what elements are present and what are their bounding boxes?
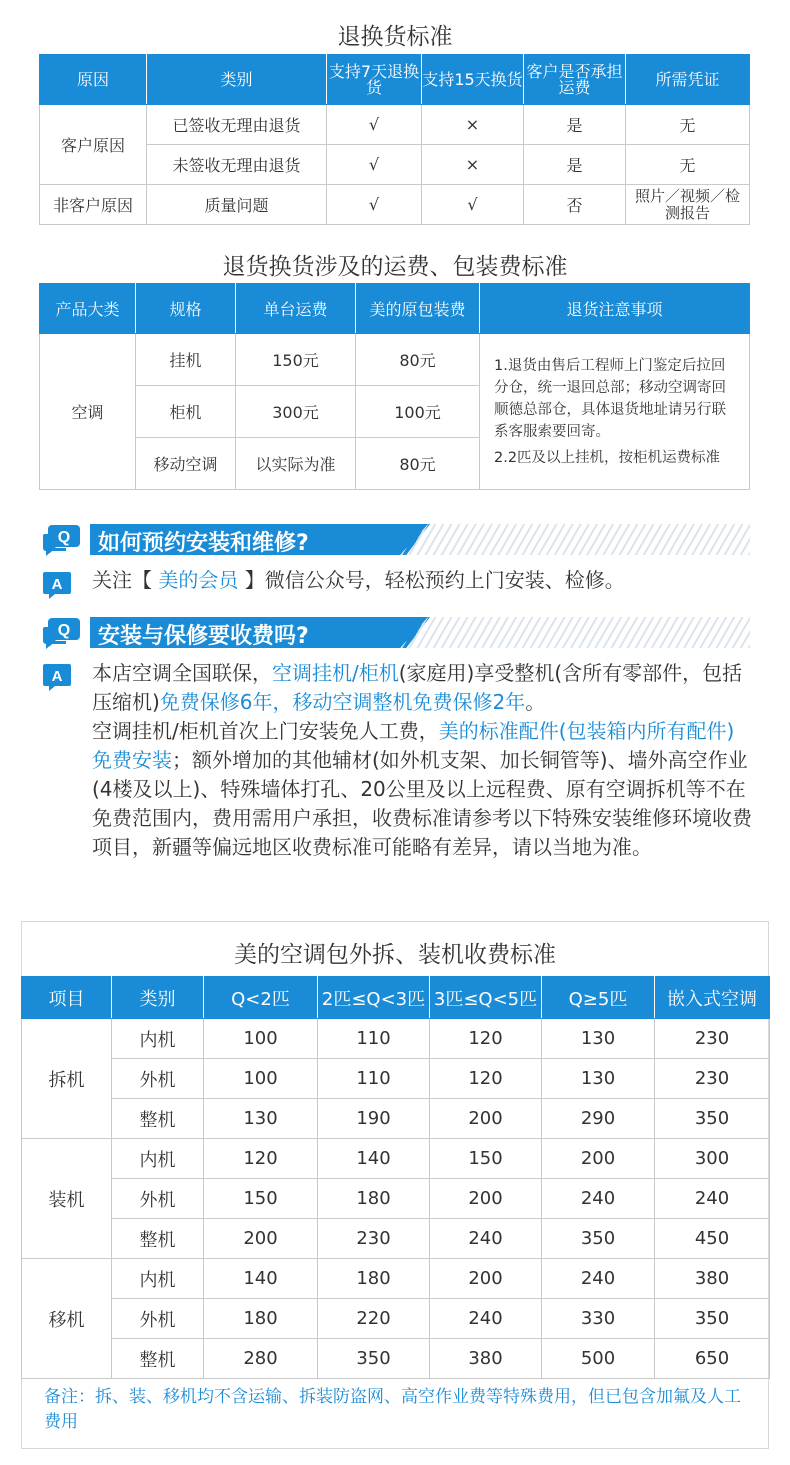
header-cell: 3匹≤Q<5匹 xyxy=(430,977,542,1019)
answer-text: 空调挂机/柜机首次上门安装免人工费， xyxy=(92,719,439,743)
table-row xyxy=(22,1019,770,1059)
freight-cell: 150元 xyxy=(236,334,356,386)
fee-cell: 350 xyxy=(655,1299,770,1339)
table-header xyxy=(40,55,750,105)
header-cell: 原因 xyxy=(40,55,147,105)
header-cell: 2匹≤Q<3匹 xyxy=(318,977,430,1019)
install-fees-remark: 备注：拆、装、移机均不含运输、拆装防盗网、高空作业费等特殊费用，但已包含加氟及人工费用 xyxy=(44,1387,741,1432)
package-cell: 80元 xyxy=(356,438,480,490)
table-row xyxy=(22,1099,770,1139)
return-standard-table xyxy=(39,54,750,225)
fee-cell: 650 xyxy=(655,1339,770,1379)
fee-cell: 150 xyxy=(204,1179,318,1219)
spec-cell: 柜机 xyxy=(136,386,236,438)
header-cell: 项目 xyxy=(22,977,112,1019)
cell: 照片／视频／检测报告 xyxy=(626,185,750,225)
table-row xyxy=(40,185,750,225)
table-row xyxy=(22,1059,770,1099)
cell: √ xyxy=(327,105,422,145)
fee-cell: 180 xyxy=(318,1179,430,1219)
cell: 无 xyxy=(626,105,750,145)
cell: × xyxy=(422,145,524,185)
faq-question-bar xyxy=(40,615,750,649)
type-cell: 整机 xyxy=(112,1219,204,1259)
table-row xyxy=(22,1339,770,1379)
cell: 是 xyxy=(524,145,626,185)
fee-cell: 230 xyxy=(318,1219,430,1259)
svg-text:A: A xyxy=(51,576,63,593)
fee-cell: 220 xyxy=(318,1299,430,1339)
faq-question-text: 安装与保修要收费吗? xyxy=(98,624,309,649)
answer-text: 。 xyxy=(525,690,546,714)
fee-cell: 120 xyxy=(204,1139,318,1179)
category-cell: 空调 xyxy=(40,334,136,490)
header-cell: 美的原包装费 xyxy=(356,284,480,334)
type-cell: 内机 xyxy=(112,1259,204,1299)
question-bubble-icon xyxy=(40,522,80,556)
header-cell: 类别 xyxy=(112,977,204,1019)
item-cell: 装机 xyxy=(22,1139,112,1259)
spec-cell: 移动空调 xyxy=(136,438,236,490)
fee-cell: 240 xyxy=(655,1179,770,1219)
fee-cell: 380 xyxy=(655,1259,770,1299)
table-row xyxy=(22,1299,770,1339)
fee-cell: 200 xyxy=(204,1219,318,1259)
faq-answer-1 xyxy=(92,566,752,595)
reason-cell: 非客户原因 xyxy=(40,185,147,225)
freight-standard-title: 退货换货涉及的运费、包装费标准 xyxy=(222,254,568,280)
answer-text: 】微信公众号，轻松预约上门安装、检修。 xyxy=(238,568,625,592)
header-cell: 支持15天换货 xyxy=(422,55,524,105)
fee-cell: 100 xyxy=(204,1019,318,1059)
fee-cell: 240 xyxy=(542,1259,655,1299)
cell: √ xyxy=(327,145,422,185)
table-row xyxy=(22,1219,770,1259)
faq-answer-2 xyxy=(92,659,752,862)
type-cell: 外机 xyxy=(112,1059,204,1099)
freight-cell: 以实际为准 xyxy=(236,438,356,490)
fee-cell: 200 xyxy=(542,1139,655,1179)
faq-question-bar xyxy=(40,522,750,556)
answer-bubble-icon xyxy=(42,570,72,600)
reason-cell: 客户原因 xyxy=(40,105,147,185)
fee-cell: 230 xyxy=(655,1019,770,1059)
type-cell: 整机 xyxy=(112,1339,204,1379)
header-cell: 类别 xyxy=(147,55,327,105)
note-line: 1.退货由售后工程师上门鉴定后拉回分仓，统一退回总部；移动空调寄回顺德总部仓，具体退货地址请另行联系客服索要回寄。 xyxy=(494,357,726,440)
fee-cell: 140 xyxy=(318,1139,430,1179)
package-cell: 100元 xyxy=(356,386,480,438)
fee-cell: 110 xyxy=(318,1059,430,1099)
category-cell: 已签收无理由退货 xyxy=(147,105,327,145)
table-row xyxy=(40,334,750,386)
table-header xyxy=(40,284,750,334)
freight-cell: 300元 xyxy=(236,386,356,438)
type-cell: 内机 xyxy=(112,1019,204,1059)
svg-text:Q: Q xyxy=(57,529,71,546)
header-cell: Q<2匹 xyxy=(204,977,318,1019)
fee-cell: 450 xyxy=(655,1219,770,1259)
question-bubble-icon xyxy=(40,615,80,649)
cell: 否 xyxy=(524,185,626,225)
type-cell: 外机 xyxy=(112,1299,204,1339)
answer-text: ；额外增加的其他辅材(如外机支架、加长铜管等)、墙外高空作业(4楼及以上)、特殊墙体打孔、20公里及以上远程费、原有空调拆机等不在免费范围内，费用需用户承担，收费标准请参考以下特殊安装维修环境收费项目，新疆等偏远地区收费标准可能略有差异，请以当地为准。 xyxy=(92,748,752,859)
answer-text: (家庭用)享受整机(含所有零部件，包括压缩机) xyxy=(92,661,743,714)
answer-highlight: 空调挂机/柜机 xyxy=(272,661,399,685)
header-cell: 所需凭证 xyxy=(626,55,750,105)
return-notes xyxy=(480,334,750,490)
header-cell: Q≥5匹 xyxy=(542,977,655,1019)
freight-standard-table xyxy=(39,283,750,490)
package-cell: 80元 xyxy=(356,334,480,386)
svg-text:Q: Q xyxy=(57,622,71,639)
fee-cell: 240 xyxy=(542,1179,655,1219)
faq-question-text: 如何预约安装和维修? xyxy=(98,531,309,556)
fee-cell: 280 xyxy=(204,1339,318,1379)
answer-highlight: 美的标准配件(包装箱内所有配件)免费安装 xyxy=(92,719,735,772)
fee-cell: 130 xyxy=(542,1059,655,1099)
fee-cell: 200 xyxy=(430,1259,542,1299)
cell: 无 xyxy=(626,145,750,185)
fee-cell: 180 xyxy=(318,1259,430,1299)
fee-cell: 140 xyxy=(204,1259,318,1299)
fee-cell: 200 xyxy=(430,1099,542,1139)
fee-cell: 110 xyxy=(318,1019,430,1059)
table-row xyxy=(40,145,750,185)
fee-cell: 230 xyxy=(655,1059,770,1099)
spec-cell: 挂机 xyxy=(136,334,236,386)
fee-cell: 100 xyxy=(204,1059,318,1099)
stripe-decoration xyxy=(400,524,750,555)
fee-cell: 120 xyxy=(430,1059,542,1099)
table-header xyxy=(22,977,770,1019)
category-cell: 未签收无理由退货 xyxy=(147,145,327,185)
stripe-decoration xyxy=(400,617,750,648)
install-fees-table xyxy=(21,976,770,1379)
table-row xyxy=(22,1139,770,1179)
type-cell: 外机 xyxy=(112,1179,204,1219)
note-line: 2.2匹及以上挂机，按柜机运费标准 xyxy=(494,449,721,466)
fee-cell: 350 xyxy=(542,1219,655,1259)
header-cell: 规格 xyxy=(136,284,236,334)
header-cell: 嵌入式空调 xyxy=(655,977,770,1019)
type-cell: 内机 xyxy=(112,1139,204,1179)
cell: √ xyxy=(327,185,422,225)
type-cell: 整机 xyxy=(112,1099,204,1139)
item-cell: 拆机 xyxy=(22,1019,112,1139)
table-row xyxy=(22,1179,770,1219)
answer-highlight: 美的会员 xyxy=(158,568,239,592)
fee-cell: 200 xyxy=(430,1179,542,1219)
fee-cell: 350 xyxy=(318,1339,430,1379)
answer-text: 本店空调全国联保， xyxy=(92,661,272,685)
header-cell: 退货注意事项 xyxy=(480,284,750,334)
table-row xyxy=(40,105,750,145)
answer-text: 关注【 xyxy=(92,568,159,592)
fee-cell: 130 xyxy=(542,1019,655,1059)
fee-cell: 180 xyxy=(204,1299,318,1339)
fee-cell: 190 xyxy=(318,1099,430,1139)
header-cell: 产品大类 xyxy=(40,284,136,334)
cell: 是 xyxy=(524,105,626,145)
fee-cell: 120 xyxy=(430,1019,542,1059)
fee-cell: 300 xyxy=(655,1139,770,1179)
fee-cell: 350 xyxy=(655,1099,770,1139)
svg-text:A: A xyxy=(51,668,63,685)
fee-cell: 330 xyxy=(542,1299,655,1339)
header-cell: 单台运费 xyxy=(236,284,356,334)
answer-highlight: 免费保修6年，移动空调整机免费保修2年 xyxy=(159,690,526,714)
install-fees-title: 美的空调包外拆、装机收费标准 xyxy=(234,942,556,968)
cell: √ xyxy=(422,185,524,225)
fee-cell: 130 xyxy=(204,1099,318,1139)
table-row xyxy=(22,1259,770,1299)
item-cell: 移机 xyxy=(22,1259,112,1379)
header-cell: 客户是否承担运费 xyxy=(524,55,626,105)
fee-cell: 290 xyxy=(542,1099,655,1139)
category-cell: 质量问题 xyxy=(147,185,327,225)
fee-cell: 380 xyxy=(430,1339,542,1379)
fee-cell: 150 xyxy=(430,1139,542,1179)
fee-cell: 240 xyxy=(430,1299,542,1339)
return-standard-title: 退换货标准 xyxy=(337,24,453,50)
header-cell: 支持7天退换货 xyxy=(327,55,422,105)
fee-cell: 240 xyxy=(430,1219,542,1259)
cell: × xyxy=(422,105,524,145)
answer-bubble-icon xyxy=(42,662,72,692)
fee-cell: 500 xyxy=(542,1339,655,1379)
